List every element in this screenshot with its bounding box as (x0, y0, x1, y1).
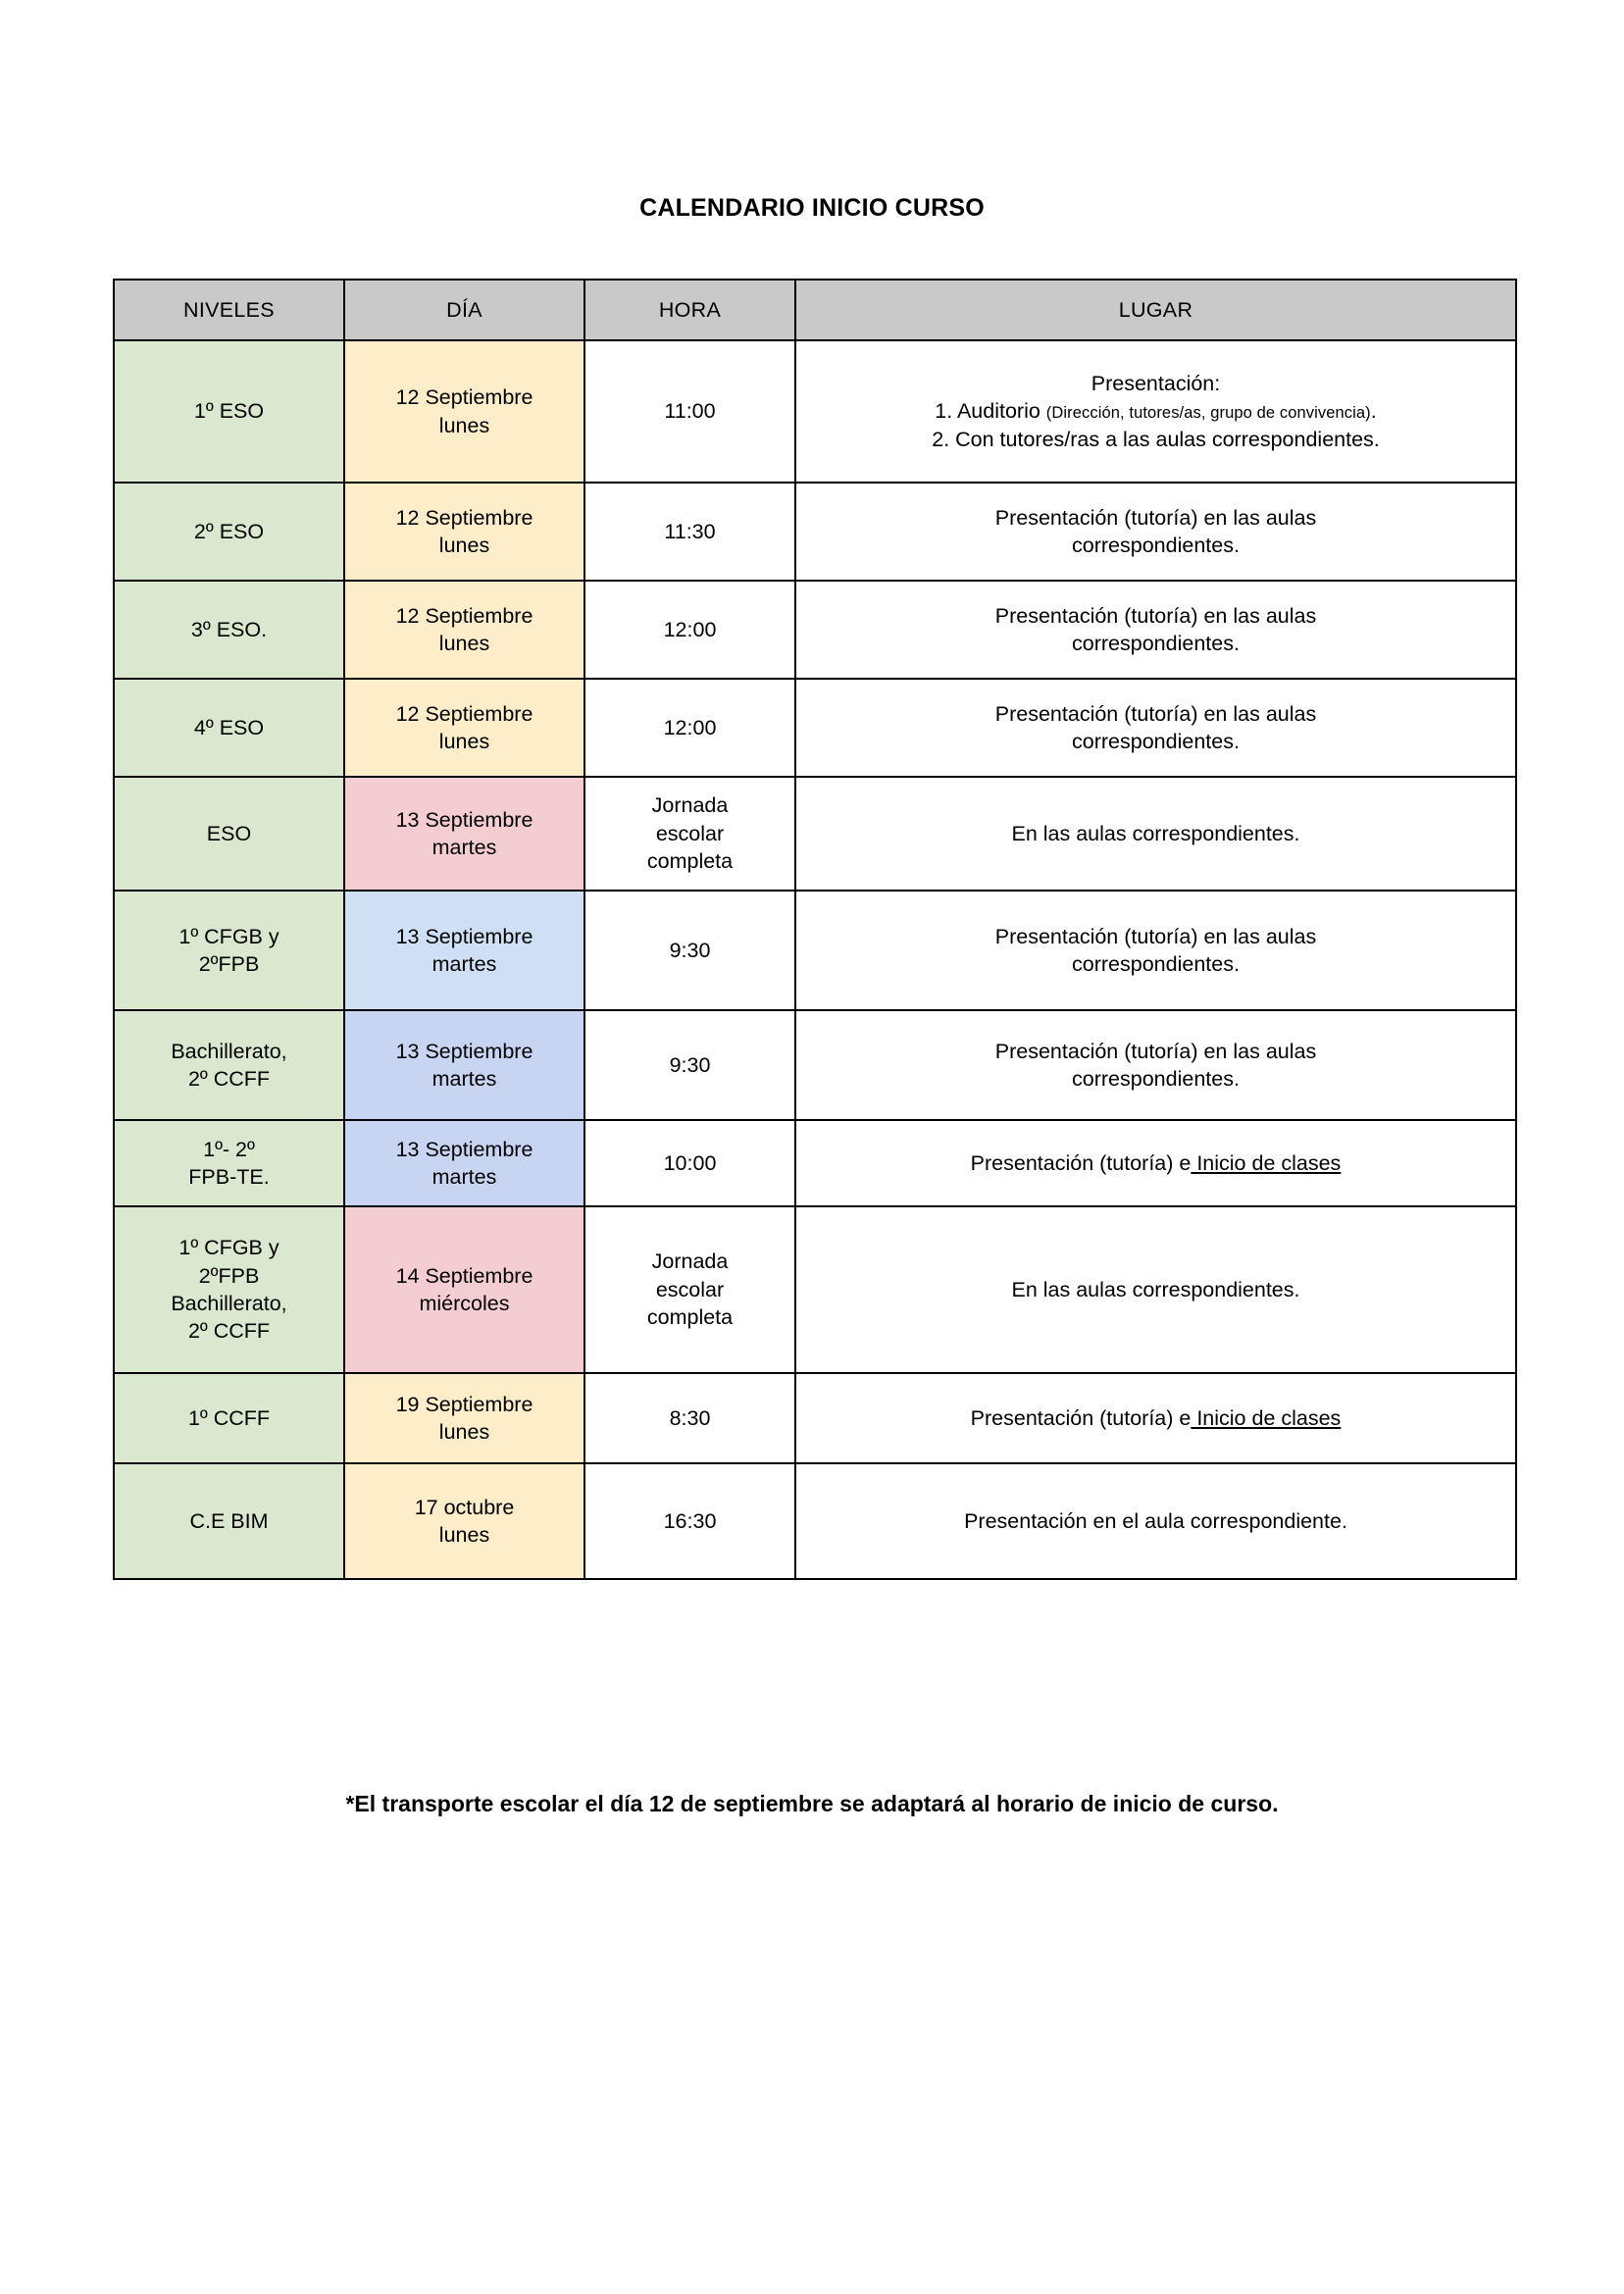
niveles-line-2: FPB-TE. (188, 1165, 270, 1189)
cell-dia (344, 1373, 584, 1463)
cell-dia (344, 777, 584, 891)
cell-hora: 9:30 (584, 1010, 795, 1120)
dia-weekday: miércoles (419, 1292, 510, 1315)
cell-lugar (795, 679, 1516, 777)
cell-hora: 16:30 (584, 1463, 795, 1579)
cell-hora: 11:00 (584, 340, 795, 483)
table-body (114, 340, 1516, 1579)
lugar-line-1: Presentación (tutoría) en las aulas (994, 1039, 1317, 1063)
niveles-line-2: 2ºFPB (198, 1263, 260, 1288)
cell-niveles: 1º CCFF (114, 1373, 344, 1463)
cell-niveles: 2º ESO (114, 483, 344, 581)
cell-lugar (795, 891, 1516, 1010)
lugar-prefix: Presentación (tutoría) e (970, 1150, 1192, 1175)
cell-niveles (114, 891, 344, 1010)
lugar-line-1: Presentación (tutoría) en las aulas (994, 701, 1317, 726)
dia-weekday: martes (431, 952, 497, 976)
dia-date: 12 Septiembre (395, 603, 533, 628)
cell-niveles: 3º ESO. (114, 581, 344, 679)
dia-date: 13 Septiembre (395, 807, 533, 832)
cell-dia (344, 581, 584, 679)
cell-niveles: ESO (114, 777, 344, 891)
column-header-hora: HORA (584, 280, 795, 340)
table-row (114, 1206, 1516, 1373)
cell-lugar (795, 1120, 1516, 1206)
table-header (114, 280, 1516, 340)
lugar-line-2: correspondientes. (1072, 952, 1240, 976)
dia-weekday: lunes (438, 1420, 490, 1444)
dia-weekday: lunes (438, 413, 490, 437)
cell-niveles (114, 1010, 344, 1120)
cell-dia (344, 1206, 584, 1373)
cell-dia (344, 483, 584, 581)
hora-line-1: Jornada (651, 793, 729, 818)
niveles-line-4: 2º CCFF (187, 1319, 271, 1344)
column-header-dia: DÍA (344, 280, 584, 340)
column-header-niveles: NIVELES (114, 280, 344, 340)
dia-date: 13 Septiembre (395, 924, 533, 948)
cell-niveles: 1º ESO (114, 340, 344, 483)
table-row (114, 1010, 1516, 1120)
dia-date: 13 Septiembre (395, 1137, 533, 1161)
table-row (114, 1463, 1516, 1579)
dia-date: 12 Septiembre (395, 385, 533, 410)
auditorio-detail: (Dirección, tutores/as, grupo de convivencia) (1045, 404, 1371, 423)
lugar-prefix: Presentación (tutoría) e (970, 1405, 1192, 1430)
table-row (114, 340, 1516, 483)
cell-dia (344, 891, 584, 1010)
cell-hora (584, 777, 795, 891)
cell-hora: 9:30 (584, 891, 795, 1010)
dia-weekday: lunes (438, 730, 490, 753)
dia-date: 19 Septiembre (395, 1392, 533, 1416)
table-row (114, 581, 1516, 679)
cell-dia (344, 1010, 584, 1120)
cell-hora: 11:30 (584, 483, 795, 581)
table-header-row (114, 280, 1516, 340)
niveles-line-3: Bachillerato, (171, 1292, 287, 1315)
niveles-line-1: 1º- 2º (203, 1137, 255, 1161)
cell-hora: 12:00 (584, 581, 795, 679)
niveles-line-1: 1º CFGB y (178, 924, 279, 948)
table-row (114, 483, 1516, 581)
cell-dia (344, 1463, 584, 1579)
hora-line-3: completa (646, 849, 734, 874)
dia-weekday: lunes (438, 534, 490, 557)
table-row (114, 1120, 1516, 1206)
lugar-line-2: correspondientes. (1072, 730, 1240, 753)
cell-hora (584, 1206, 795, 1373)
dia-date: 13 Septiembre (395, 1039, 533, 1063)
lugar-line-2: correspondientes. (1072, 1067, 1240, 1091)
table-row (114, 679, 1516, 777)
dia-weekday: lunes (438, 632, 490, 655)
auditorio-period: . (1370, 399, 1377, 424)
calendar-table-container (113, 279, 1515, 1580)
auditorio-text: 1. Auditorio (935, 399, 1046, 424)
cell-hora: 8:30 (584, 1373, 795, 1463)
niveles-line-1: 1º CFGB y (178, 1236, 279, 1260)
cell-hora: 10:00 (584, 1120, 795, 1206)
cell-niveles (114, 1120, 344, 1206)
lugar-line-auditorio (802, 397, 1509, 425)
dia-weekday: martes (431, 836, 497, 859)
cell-lugar (795, 581, 1516, 679)
lugar-line-1: Presentación (tutoría) en las aulas (994, 505, 1317, 530)
hora-line-2: escolar (655, 821, 725, 845)
footnote-transport-note: *El transporte escolar el día 12 de septiembre se adaptará al horario de inicio de curso. (345, 1791, 1279, 1816)
table-row (114, 891, 1516, 1010)
dia-weekday: martes (431, 1067, 497, 1091)
table-row (114, 1373, 1516, 1463)
cell-lugar: En las aulas correspondientes. (795, 777, 1516, 891)
dia-date: 12 Septiembre (395, 701, 533, 726)
cell-dia (344, 1120, 584, 1206)
page-title: CALENDARIO INICIO CURSO (639, 194, 985, 222)
lugar-line-2: correspondientes. (1072, 534, 1240, 557)
cell-hora: 12:00 (584, 679, 795, 777)
lugar-underlined-inicio-clases: Inicio de clases (1191, 1405, 1342, 1430)
dia-date: 12 Septiembre (395, 505, 533, 530)
cell-lugar (795, 483, 1516, 581)
lugar-underlined-inicio-clases: Inicio de clases (1191, 1150, 1342, 1175)
lugar-line-1: Presentación (tutoría) en las aulas (994, 924, 1317, 948)
lugar-line-tutores: 2. Con tutores/ras a las aulas correspondientes. (932, 427, 1380, 451)
dia-weekday: lunes (438, 1523, 490, 1547)
hora-line-1: Jornada (651, 1249, 729, 1274)
cell-niveles (114, 1206, 344, 1373)
lugar-line-2: correspondientes. (1072, 632, 1240, 655)
column-header-lugar: LUGAR (795, 280, 1516, 340)
hora-line-2: escolar (655, 1277, 725, 1301)
cell-lugar: En las aulas correspondientes. (795, 1206, 1516, 1373)
cell-dia (344, 679, 584, 777)
niveles-line-1: Bachillerato, (171, 1039, 287, 1063)
cell-niveles: 4º ESO (114, 679, 344, 777)
dia-date: 14 Septiembre (395, 1263, 533, 1288)
calendar-table (113, 279, 1517, 1580)
niveles-line-2: 2º CCFF (187, 1067, 271, 1091)
lugar-line-1: Presentación (tutoría) en las aulas (994, 603, 1317, 628)
niveles-line-2: 2ºFPB (198, 952, 260, 976)
cell-lugar (795, 1373, 1516, 1463)
dia-weekday: martes (431, 1165, 497, 1189)
cell-dia (344, 340, 584, 483)
hora-line-3: completa (646, 1305, 734, 1330)
table-row (114, 777, 1516, 891)
cell-lugar (795, 1010, 1516, 1120)
cell-lugar (795, 340, 1516, 483)
dia-date: 17 octubre (414, 1495, 515, 1519)
lugar-line-presentacion: Presentación: (1091, 371, 1221, 395)
cell-lugar: Presentación en el aula correspondiente. (795, 1463, 1516, 1579)
cell-niveles: C.E BIM (114, 1463, 344, 1579)
